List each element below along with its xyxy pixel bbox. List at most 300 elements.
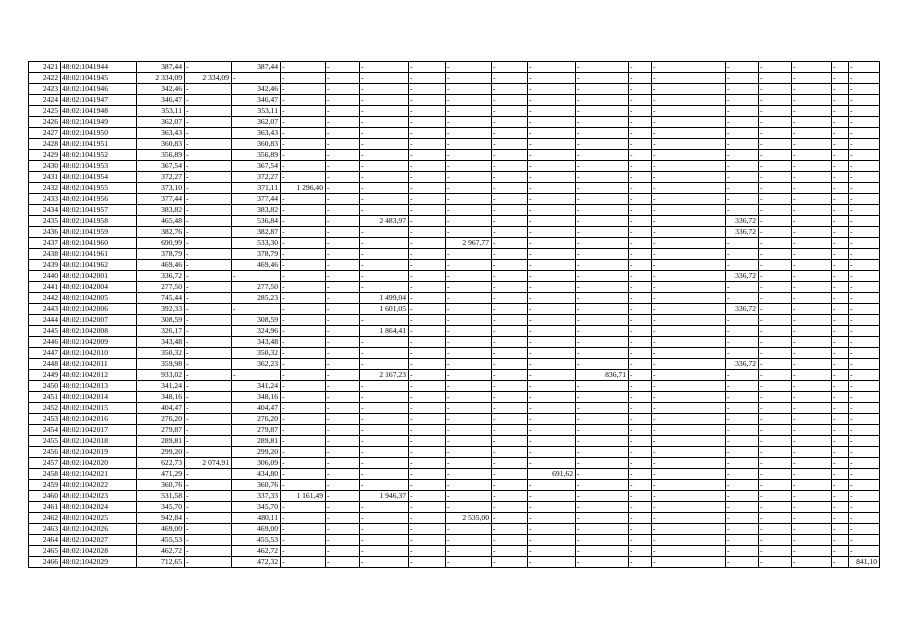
value-cell: - bbox=[652, 62, 726, 73]
value-cell: - bbox=[652, 161, 726, 172]
cadastral-number-cell: 48:02:1041945 bbox=[61, 73, 137, 84]
value-cell: - bbox=[528, 172, 576, 183]
value-cell: - bbox=[832, 117, 849, 128]
table-row bbox=[29, 227, 880, 238]
total-value-cell: 345,70 bbox=[137, 502, 185, 513]
value-cell: - bbox=[326, 106, 360, 117]
value-cell: - bbox=[492, 117, 528, 128]
value-cell: - bbox=[492, 491, 528, 502]
value-cell: - bbox=[409, 513, 446, 524]
value-cell: - bbox=[492, 359, 528, 370]
row-number-cell: 2428 bbox=[29, 139, 61, 150]
value-cell: - bbox=[576, 502, 629, 513]
value-cell: - bbox=[759, 216, 792, 227]
value-cell: - bbox=[726, 326, 759, 337]
value-cell: - bbox=[576, 535, 629, 546]
row-number-cell: 2454 bbox=[29, 425, 61, 436]
value-cell: 2 967,77 bbox=[446, 238, 492, 249]
value-cell: - bbox=[446, 62, 492, 73]
value-cell: 306,09 bbox=[232, 458, 281, 469]
value-cell: - bbox=[446, 557, 492, 568]
value-cell: - bbox=[759, 535, 792, 546]
value-cell: - bbox=[576, 524, 629, 535]
value-cell: - bbox=[528, 260, 576, 271]
value-cell: - bbox=[726, 513, 759, 524]
value-cell: - bbox=[326, 172, 360, 183]
value-cell: - bbox=[528, 502, 576, 513]
value-cell: - bbox=[629, 271, 652, 282]
table-row bbox=[29, 216, 880, 227]
value-cell: - bbox=[409, 139, 446, 150]
table-row bbox=[29, 436, 880, 447]
value-cell: - bbox=[446, 469, 492, 480]
value-cell: - bbox=[629, 260, 652, 271]
value-cell: - bbox=[528, 447, 576, 458]
value-cell: - bbox=[759, 436, 792, 447]
total-value-cell: 326,17 bbox=[137, 326, 185, 337]
row-number-cell: 2437 bbox=[29, 238, 61, 249]
value-cell: - bbox=[792, 194, 832, 205]
value-cell: 371,11 bbox=[232, 183, 281, 194]
cadastral-number-cell: 48:02:1041950 bbox=[61, 128, 137, 139]
value-cell: - bbox=[576, 172, 629, 183]
value-cell: - bbox=[849, 469, 880, 480]
value-cell: - bbox=[832, 227, 849, 238]
table-row bbox=[29, 414, 880, 425]
value-cell: - bbox=[792, 84, 832, 95]
value-cell: 276,20 bbox=[232, 414, 281, 425]
value-cell: - bbox=[492, 469, 528, 480]
value-cell: - bbox=[281, 304, 326, 315]
value-cell: - bbox=[281, 161, 326, 172]
value-cell: - bbox=[652, 381, 726, 392]
value-cell: - bbox=[792, 447, 832, 458]
value-cell: - bbox=[849, 524, 880, 535]
value-cell: 1 296,40 bbox=[281, 183, 326, 194]
value-cell: - bbox=[409, 271, 446, 282]
total-value-cell: 360,76 bbox=[137, 480, 185, 491]
value-cell: - bbox=[832, 469, 849, 480]
value-cell: - bbox=[281, 480, 326, 491]
total-value-cell: 465,48 bbox=[137, 216, 185, 227]
value-cell: - bbox=[446, 414, 492, 425]
value-cell: - bbox=[849, 95, 880, 106]
table-row bbox=[29, 172, 880, 183]
row-number-cell: 2426 bbox=[29, 117, 61, 128]
value-cell: - bbox=[326, 425, 360, 436]
value-cell: 1 499,04 bbox=[360, 293, 409, 304]
value-cell: - bbox=[326, 502, 360, 513]
value-cell: - bbox=[281, 139, 326, 150]
value-cell: - bbox=[360, 359, 409, 370]
value-cell: - bbox=[446, 315, 492, 326]
value-cell: - bbox=[528, 370, 576, 381]
value-cell: - bbox=[281, 370, 326, 381]
value-cell: - bbox=[726, 480, 759, 491]
value-cell: 360,76 bbox=[232, 480, 281, 491]
value-cell: - bbox=[185, 469, 232, 480]
value-cell: - bbox=[792, 469, 832, 480]
total-value-cell: 392,33 bbox=[137, 304, 185, 315]
table-row bbox=[29, 106, 880, 117]
value-cell: - bbox=[849, 161, 880, 172]
total-value-cell: 531,58 bbox=[137, 491, 185, 502]
value-cell: - bbox=[629, 458, 652, 469]
value-cell: - bbox=[726, 502, 759, 513]
table-row bbox=[29, 447, 880, 458]
value-cell: - bbox=[446, 304, 492, 315]
value-cell: - bbox=[629, 293, 652, 304]
value-cell: - bbox=[832, 139, 849, 150]
total-value-cell: 471,29 bbox=[137, 469, 185, 480]
value-cell: - bbox=[528, 326, 576, 337]
value-cell: - bbox=[576, 304, 629, 315]
row-number-cell: 2464 bbox=[29, 535, 61, 546]
value-cell: - bbox=[726, 348, 759, 359]
value-cell: - bbox=[185, 84, 232, 95]
value-cell: - bbox=[792, 172, 832, 183]
value-cell: - bbox=[792, 359, 832, 370]
value-cell: - bbox=[792, 557, 832, 568]
table-row bbox=[29, 139, 880, 150]
value-cell: 434,80 bbox=[232, 469, 281, 480]
row-number-cell: 2446 bbox=[29, 337, 61, 348]
value-cell: - bbox=[492, 106, 528, 117]
value-cell: - bbox=[492, 249, 528, 260]
value-cell: - bbox=[759, 315, 792, 326]
value-cell: - bbox=[528, 436, 576, 447]
total-value-cell: 342,46 bbox=[137, 84, 185, 95]
value-cell: - bbox=[576, 117, 629, 128]
value-cell: - bbox=[759, 381, 792, 392]
value-cell: - bbox=[849, 271, 880, 282]
total-value-cell: 356,89 bbox=[137, 150, 185, 161]
value-cell: - bbox=[759, 469, 792, 480]
value-cell: - bbox=[360, 84, 409, 95]
total-value-cell: 712,65 bbox=[137, 557, 185, 568]
total-value-cell: 363,43 bbox=[137, 128, 185, 139]
value-cell: - bbox=[281, 425, 326, 436]
table-row bbox=[29, 458, 880, 469]
value-cell: 2 334,09 bbox=[185, 73, 232, 84]
value-cell: - bbox=[652, 205, 726, 216]
total-value-cell: 353,11 bbox=[137, 106, 185, 117]
value-cell: - bbox=[759, 480, 792, 491]
value-cell: - bbox=[360, 62, 409, 73]
value-cell: - bbox=[832, 436, 849, 447]
value-cell: - bbox=[759, 194, 792, 205]
value-cell: - bbox=[360, 458, 409, 469]
value-cell: - bbox=[326, 128, 360, 139]
value-cell: - bbox=[629, 359, 652, 370]
value-cell: - bbox=[629, 205, 652, 216]
value-cell: - bbox=[792, 480, 832, 491]
value-cell: - bbox=[652, 117, 726, 128]
value-cell: - bbox=[832, 414, 849, 425]
value-cell: - bbox=[492, 480, 528, 491]
value-cell: 350,32 bbox=[232, 348, 281, 359]
value-cell: - bbox=[629, 491, 652, 502]
value-cell: - bbox=[185, 403, 232, 414]
value-cell: - bbox=[446, 359, 492, 370]
total-value-cell: 343,48 bbox=[137, 337, 185, 348]
value-cell: - bbox=[849, 513, 880, 524]
value-cell: - bbox=[629, 337, 652, 348]
value-cell: - bbox=[185, 260, 232, 271]
value-cell: - bbox=[528, 282, 576, 293]
value-cell: - bbox=[726, 73, 759, 84]
value-cell: - bbox=[759, 238, 792, 249]
value-cell: - bbox=[326, 315, 360, 326]
value-cell: 836,71 bbox=[576, 370, 629, 381]
value-cell: - bbox=[360, 183, 409, 194]
value-cell: - bbox=[726, 337, 759, 348]
value-cell: - bbox=[652, 238, 726, 249]
value-cell: - bbox=[326, 271, 360, 282]
value-cell: - bbox=[652, 513, 726, 524]
value-cell: - bbox=[652, 95, 726, 106]
value-cell: - bbox=[409, 359, 446, 370]
cadastral-number-cell: 48:02:1041944 bbox=[61, 62, 137, 73]
value-cell: - bbox=[759, 491, 792, 502]
value-cell: - bbox=[792, 315, 832, 326]
value-cell: - bbox=[576, 73, 629, 84]
value-cell: - bbox=[185, 95, 232, 106]
value-cell: - bbox=[409, 436, 446, 447]
value-cell: - bbox=[446, 381, 492, 392]
value-cell: - bbox=[726, 414, 759, 425]
value-cell: - bbox=[849, 491, 880, 502]
row-number-cell: 2425 bbox=[29, 106, 61, 117]
value-cell: - bbox=[281, 282, 326, 293]
value-cell: - bbox=[185, 546, 232, 557]
total-value-cell: 348,16 bbox=[137, 392, 185, 403]
value-cell: 362,23 bbox=[232, 359, 281, 370]
value-cell: - bbox=[185, 326, 232, 337]
value-cell: - bbox=[726, 117, 759, 128]
value-cell: - bbox=[185, 425, 232, 436]
value-cell: - bbox=[849, 425, 880, 436]
value-cell: - bbox=[446, 546, 492, 557]
value-cell: - bbox=[792, 535, 832, 546]
value-cell: - bbox=[326, 337, 360, 348]
total-value-cell: 350,32 bbox=[137, 348, 185, 359]
value-cell: - bbox=[492, 337, 528, 348]
cadastral-number-cell: 48:02:1041953 bbox=[61, 161, 137, 172]
table-row bbox=[29, 480, 880, 491]
value-cell: - bbox=[629, 436, 652, 447]
value-cell: - bbox=[185, 557, 232, 568]
value-cell: - bbox=[185, 535, 232, 546]
table-row bbox=[29, 348, 880, 359]
value-cell: - bbox=[759, 227, 792, 238]
value-cell: - bbox=[652, 403, 726, 414]
value-cell: - bbox=[832, 480, 849, 491]
row-number-cell: 2451 bbox=[29, 392, 61, 403]
value-cell: - bbox=[326, 84, 360, 95]
value-cell: - bbox=[326, 392, 360, 403]
value-cell: - bbox=[326, 480, 360, 491]
value-cell: - bbox=[492, 348, 528, 359]
value-cell: - bbox=[652, 491, 726, 502]
value-cell: - bbox=[185, 414, 232, 425]
value-cell: - bbox=[726, 249, 759, 260]
value-cell: - bbox=[446, 436, 492, 447]
value-cell: - bbox=[759, 348, 792, 359]
table-row bbox=[29, 84, 880, 95]
value-cell: - bbox=[492, 436, 528, 447]
value-cell: - bbox=[409, 117, 446, 128]
value-cell: - bbox=[759, 293, 792, 304]
total-value-cell: 469,00 bbox=[137, 524, 185, 535]
value-cell: - bbox=[832, 282, 849, 293]
total-value-cell: 367,54 bbox=[137, 161, 185, 172]
value-cell: - bbox=[629, 392, 652, 403]
value-cell: - bbox=[360, 73, 409, 84]
value-cell: - bbox=[652, 315, 726, 326]
value-cell: - bbox=[759, 205, 792, 216]
row-number-cell: 2432 bbox=[29, 183, 61, 194]
row-number-cell: 2433 bbox=[29, 194, 61, 205]
value-cell: - bbox=[629, 172, 652, 183]
value-cell: - bbox=[792, 403, 832, 414]
value-cell: - bbox=[409, 370, 446, 381]
value-cell: - bbox=[832, 84, 849, 95]
value-cell: - bbox=[492, 370, 528, 381]
value-cell: - bbox=[849, 436, 880, 447]
value-cell: - bbox=[409, 249, 446, 260]
value-cell: - bbox=[726, 469, 759, 480]
value-cell: - bbox=[326, 139, 360, 150]
table-row bbox=[29, 238, 880, 249]
value-cell: - bbox=[652, 271, 726, 282]
value-cell: - bbox=[281, 502, 326, 513]
value-cell: - bbox=[492, 183, 528, 194]
value-cell: - bbox=[792, 370, 832, 381]
value-cell: - bbox=[576, 183, 629, 194]
value-cell: - bbox=[528, 139, 576, 150]
value-cell: - bbox=[576, 95, 629, 106]
total-value-cell: 383,82 bbox=[137, 205, 185, 216]
cadastral-number-cell: 48:02:1042022 bbox=[61, 480, 137, 491]
value-cell: - bbox=[849, 293, 880, 304]
value-cell: - bbox=[185, 480, 232, 491]
value-cell: - bbox=[528, 183, 576, 194]
value-cell: - bbox=[281, 414, 326, 425]
cadastral-number-cell: 48:02:1041955 bbox=[61, 183, 137, 194]
value-cell: 536,84 bbox=[232, 216, 281, 227]
value-cell: - bbox=[849, 392, 880, 403]
value-cell: - bbox=[281, 326, 326, 337]
value-cell: - bbox=[446, 370, 492, 381]
value-cell: - bbox=[726, 436, 759, 447]
value-cell: - bbox=[409, 425, 446, 436]
value-cell: - bbox=[492, 128, 528, 139]
value-cell: - bbox=[576, 403, 629, 414]
value-cell: - bbox=[726, 150, 759, 161]
value-cell: - bbox=[792, 348, 832, 359]
value-cell: - bbox=[185, 282, 232, 293]
value-cell: - bbox=[528, 73, 576, 84]
value-cell: - bbox=[629, 414, 652, 425]
value-cell: - bbox=[326, 238, 360, 249]
value-cell: - bbox=[652, 106, 726, 117]
value-cell: - bbox=[652, 172, 726, 183]
value-cell: - bbox=[576, 436, 629, 447]
value-cell: - bbox=[326, 117, 360, 128]
value-cell: - bbox=[832, 502, 849, 513]
value-cell: - bbox=[792, 216, 832, 227]
value-cell: - bbox=[652, 183, 726, 194]
value-cell: - bbox=[409, 557, 446, 568]
cadastral-number-cell: 48:02:1042014 bbox=[61, 392, 137, 403]
value-cell: - bbox=[326, 62, 360, 73]
value-cell: - bbox=[446, 84, 492, 95]
value-cell: - bbox=[232, 304, 281, 315]
value-cell: - bbox=[849, 480, 880, 491]
cadastral-number-cell: 48:02:1041956 bbox=[61, 194, 137, 205]
value-cell: - bbox=[576, 480, 629, 491]
value-cell: - bbox=[528, 128, 576, 139]
value-cell: - bbox=[185, 150, 232, 161]
value-cell: - bbox=[629, 480, 652, 491]
value-cell: 1 161,49 bbox=[281, 491, 326, 502]
row-number-cell: 2441 bbox=[29, 282, 61, 293]
row-number-cell: 2436 bbox=[29, 227, 61, 238]
value-cell: - bbox=[360, 106, 409, 117]
value-cell: 363,43 bbox=[232, 128, 281, 139]
table-row bbox=[29, 249, 880, 260]
table-row bbox=[29, 315, 880, 326]
value-cell: - bbox=[326, 436, 360, 447]
cadastral-number-cell: 48:02:1042025 bbox=[61, 513, 137, 524]
value-cell: - bbox=[726, 128, 759, 139]
value-cell: - bbox=[492, 458, 528, 469]
value-cell: - bbox=[629, 117, 652, 128]
value-cell: - bbox=[360, 469, 409, 480]
cadastral-number-cell: 48:02:1042019 bbox=[61, 447, 137, 458]
value-cell: - bbox=[528, 381, 576, 392]
value-cell: - bbox=[832, 106, 849, 117]
value-cell: - bbox=[409, 469, 446, 480]
value-cell: - bbox=[759, 172, 792, 183]
value-cell: - bbox=[326, 458, 360, 469]
value-cell: - bbox=[528, 546, 576, 557]
value-cell: - bbox=[792, 524, 832, 535]
value-cell: - bbox=[832, 216, 849, 227]
value-cell: - bbox=[281, 381, 326, 392]
value-cell: - bbox=[446, 282, 492, 293]
value-cell: - bbox=[326, 513, 360, 524]
value-cell: - bbox=[759, 183, 792, 194]
row-number-cell: 2444 bbox=[29, 315, 61, 326]
value-cell: - bbox=[185, 161, 232, 172]
value-cell: 362,07 bbox=[232, 117, 281, 128]
value-cell: - bbox=[281, 205, 326, 216]
value-cell: - bbox=[360, 227, 409, 238]
value-cell: - bbox=[528, 403, 576, 414]
value-cell: - bbox=[792, 150, 832, 161]
value-cell: - bbox=[409, 304, 446, 315]
value-cell: - bbox=[726, 84, 759, 95]
value-cell: - bbox=[576, 194, 629, 205]
value-cell: - bbox=[326, 282, 360, 293]
total-value-cell: 359,98 bbox=[137, 359, 185, 370]
value-cell: - bbox=[832, 161, 849, 172]
value-cell: - bbox=[360, 172, 409, 183]
value-cell: - bbox=[832, 535, 849, 546]
value-cell: - bbox=[792, 139, 832, 150]
